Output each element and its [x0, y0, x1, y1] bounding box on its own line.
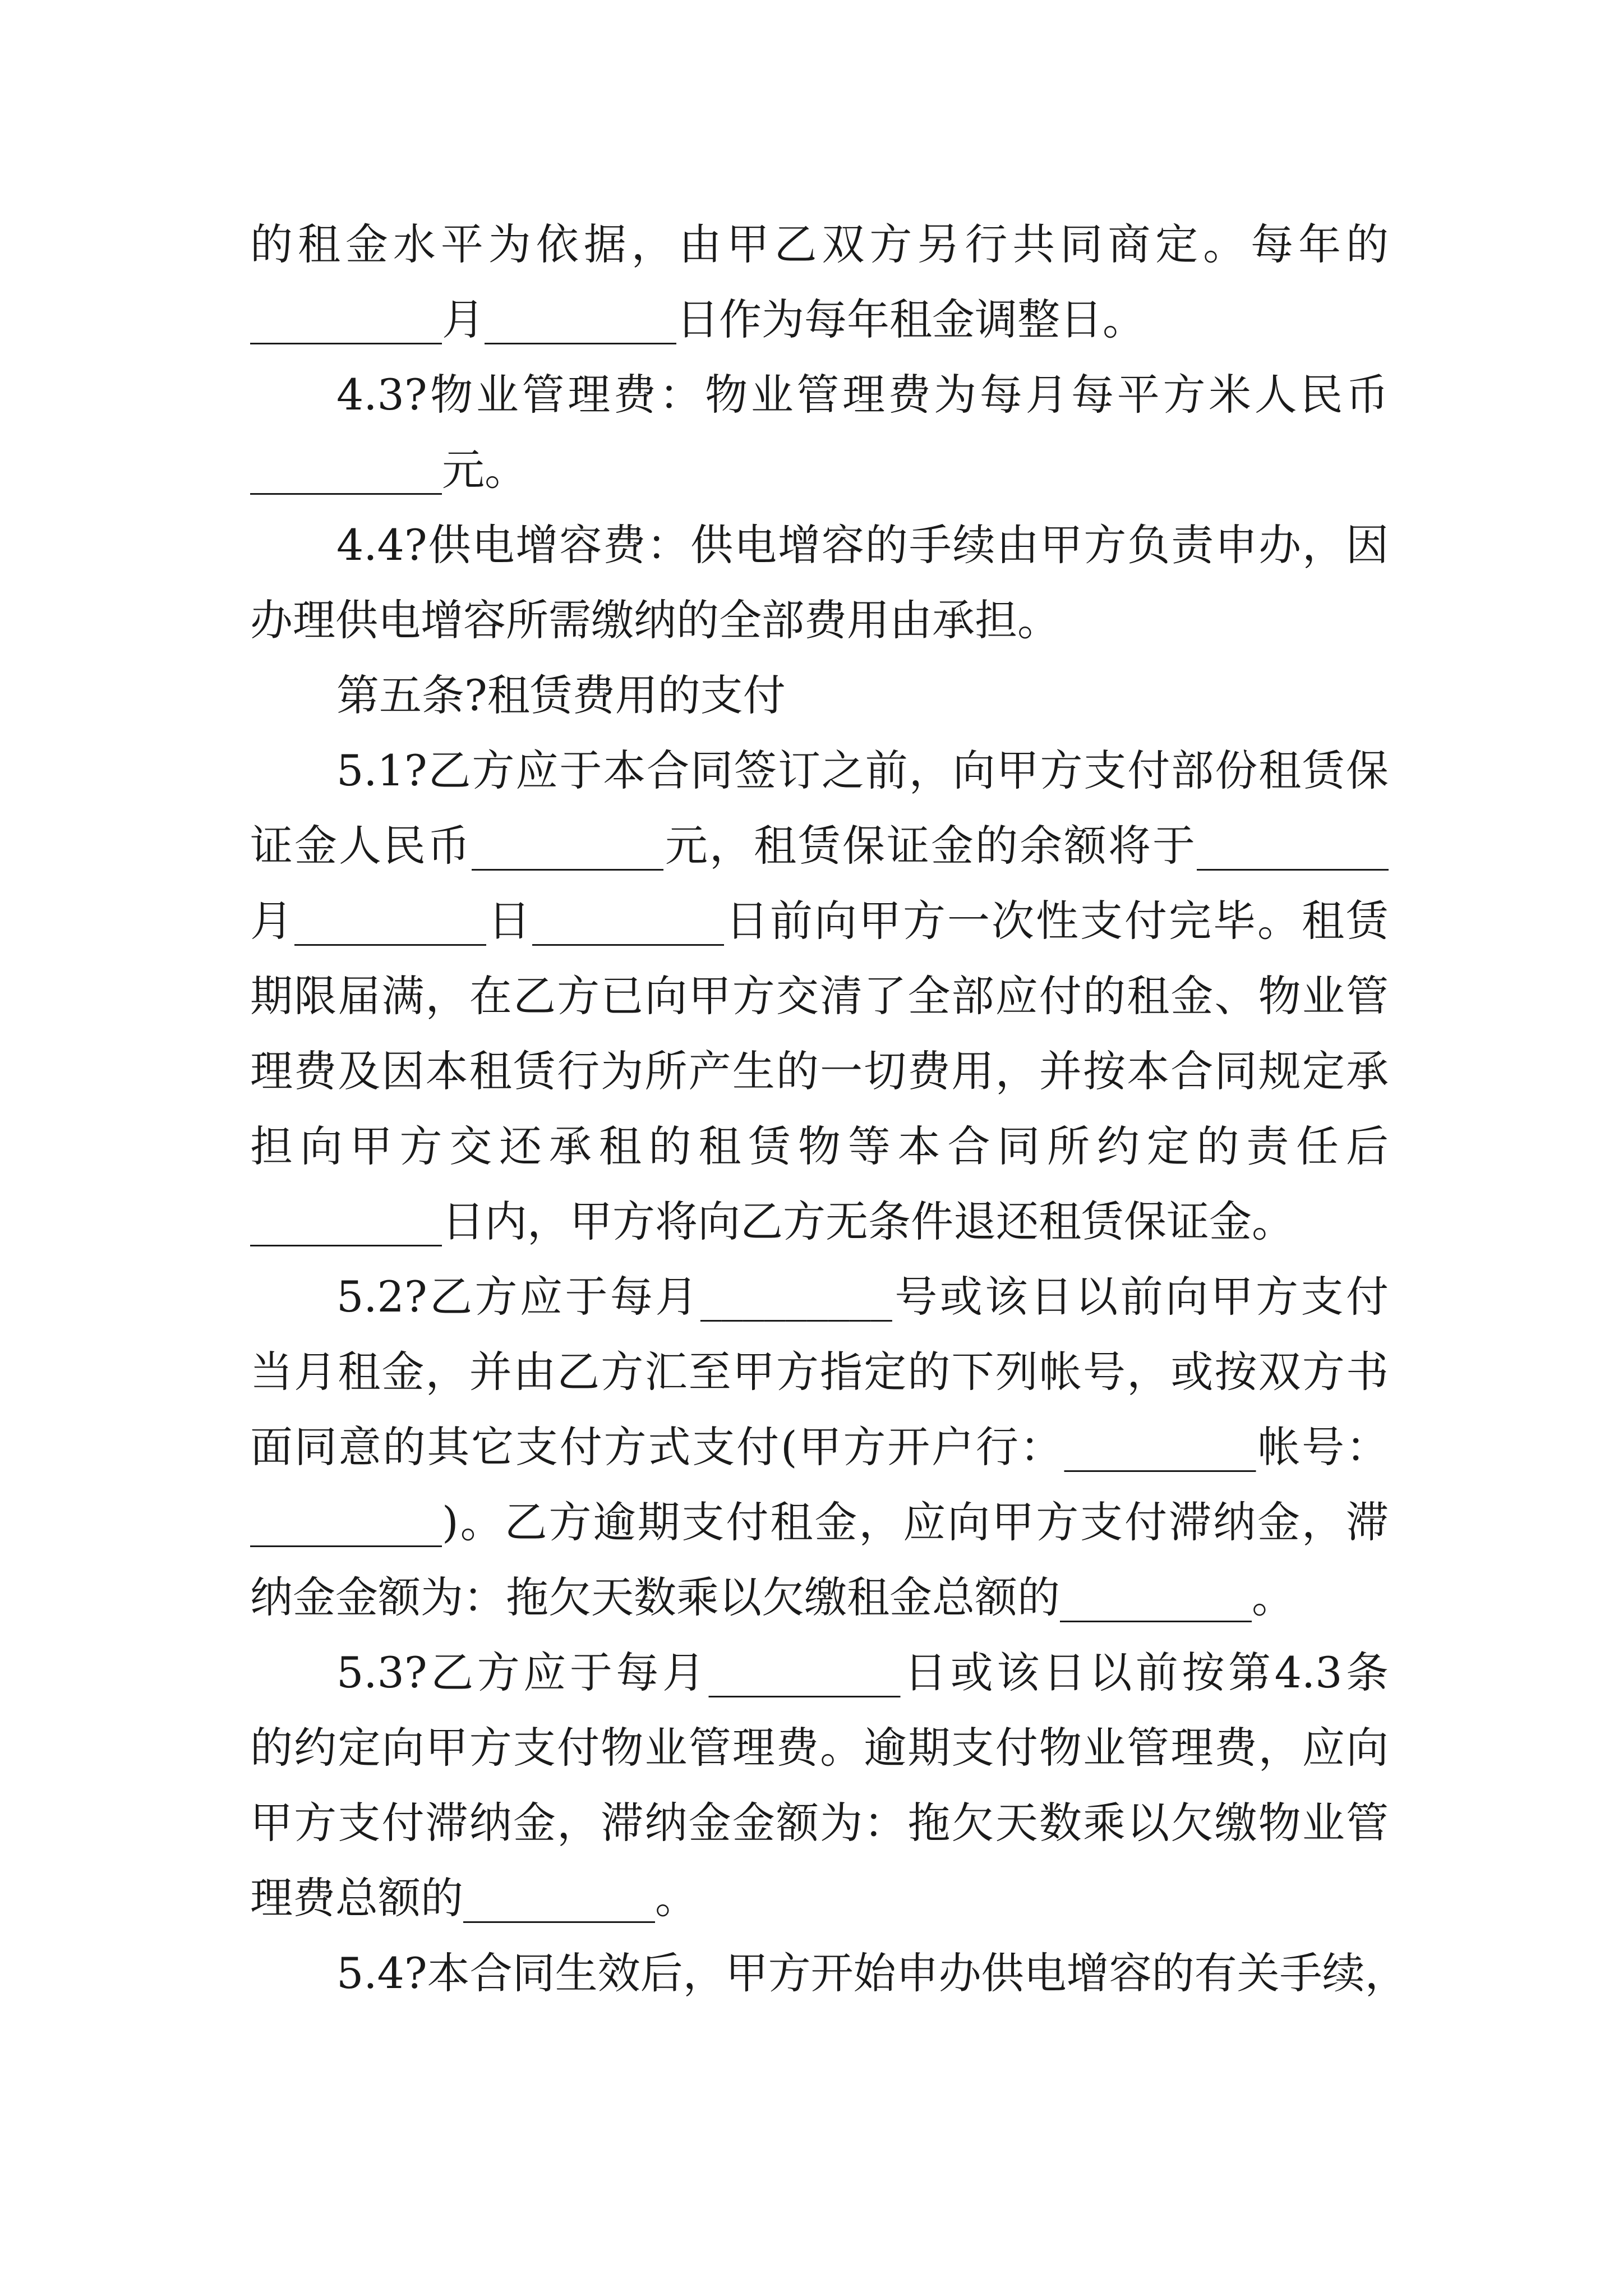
text-line: _________月_________日作为每年租金调整日。: [250, 295, 1145, 344]
text-line: 面同意的其它支付方式支付(甲方开户行：_________帐号：: [250, 1422, 1389, 1472]
text-line: _________)。乙方逾期支付租金，应向甲方支付滞纳金，滞: [250, 1497, 1389, 1547]
text-line: 5.1?乙方应于本合同签订之前，向甲方支付部份租赁保: [336, 746, 1389, 795]
text-line: _________日内，甲方将向乙方无条件退还租赁保证金。: [250, 1197, 1294, 1246]
text-line: 办理供电增容所需缴纳的全部费用由承担。: [250, 595, 1060, 645]
text-line: 5.3?乙方应于每月_________日或该日以前按第4.3条: [336, 1648, 1389, 1697]
text-line: 月_________日_________日前向甲方一次性支付完毕。租赁: [250, 896, 1389, 946]
text-line: 理费及因本租赁行为所产生的一切费用，并按本合同规定承: [250, 1046, 1389, 1096]
text-line: 5.4?本合同生效后，甲方开始申办供电增容的有关手续，: [336, 1948, 1408, 1998]
text-line: 理费总额的_________。: [250, 1873, 698, 1923]
text-line: 4.4?供电增容费：供电增容的手续由甲方负责申办，因: [336, 520, 1389, 570]
text-line: 的租金水平为依据，由甲乙双方另行共同商定。每年的: [250, 219, 1389, 269]
text-line: 证金人民币_________元，租赁保证金的余额将于_________: [250, 821, 1389, 871]
section-heading: 第五条?租赁费用的支付: [336, 670, 786, 720]
text-line: 的约定向甲方支付物业管理费。逾期支付物业管理费，应向: [250, 1723, 1389, 1773]
text-line: 担向甲方交还承租的租赁物等本合同所约定的责任后: [250, 1121, 1389, 1171]
text-line: 4.3?物业管理费：物业管理费为每月每平方米人民币: [336, 370, 1389, 420]
text-line: 纳金金额为：拖欠天数乘以欠缴租金总额的_________。: [250, 1572, 1294, 1622]
text-line: 甲方支付滞纳金，滞纳金金额为：拖欠天数乘以欠缴物业管: [250, 1798, 1389, 1848]
text-line: 期限届满，在乙方已向甲方交清了全部应付的租金、物业管: [250, 971, 1389, 1021]
text-line: _________元。: [250, 445, 527, 495]
text-line: 5.2?乙方应于每月_________号或该日以前向甲方支付: [336, 1272, 1389, 1322]
text-line: 当月租金，并由乙方汇至甲方指定的下列帐号，或按双方书: [250, 1347, 1389, 1397]
